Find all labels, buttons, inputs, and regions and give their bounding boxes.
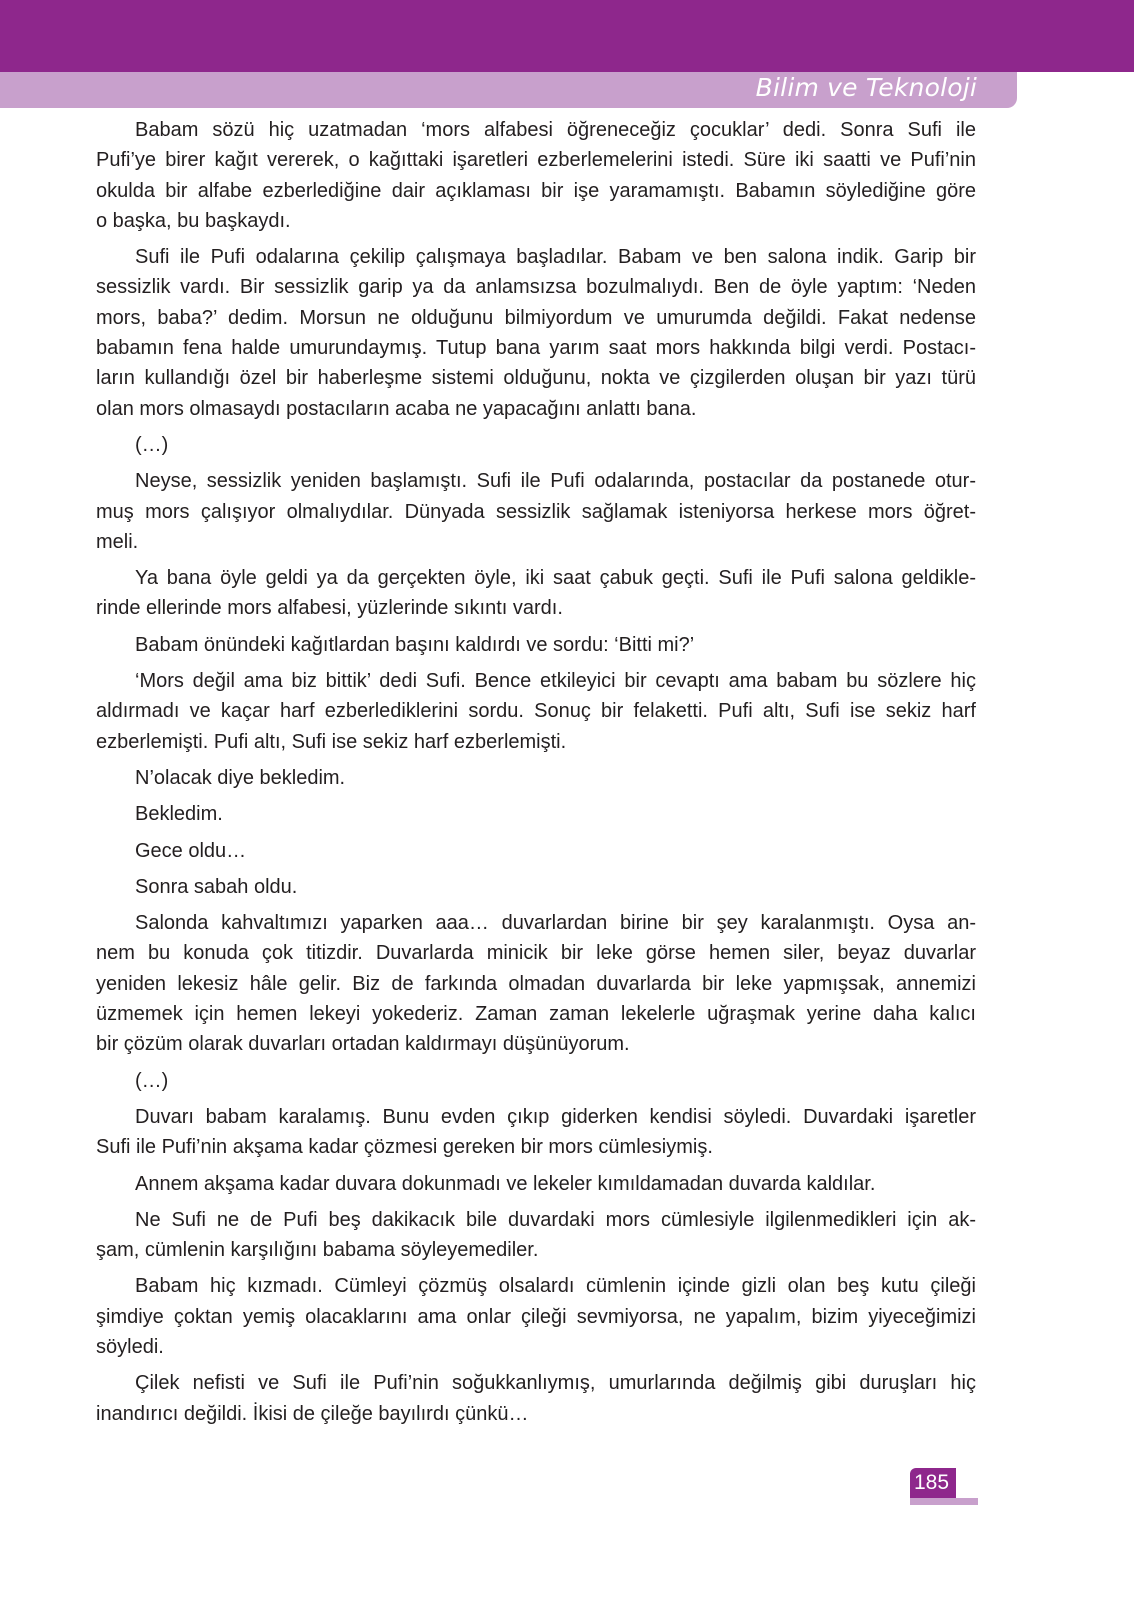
text-line: Sufi ile Pufi odalarına çekilip çalışmaya başladılar. Babam ve ben salona indik. Garip bir xyxy=(135,246,976,269)
paragraph xyxy=(96,115,976,236)
paragraph xyxy=(96,1066,976,1096)
text-line: (…) xyxy=(135,1069,169,1092)
paragraph xyxy=(96,1169,976,1199)
text-line: söyledi. xyxy=(96,1335,164,1358)
text-line: üzmemek için hemen lekeyi yokederiz. Zaman zaman lekelerle uğraşmak yerine daha kalıcı xyxy=(96,1003,976,1026)
text-line: ‘Mors değil ama biz bittik’ dedi Sufi. Bence etkileyici bir cevaptı ama babam bu sözlere hiç xyxy=(135,670,976,693)
paragraph xyxy=(96,908,976,1059)
text-line: Pufi’ye birer kağıt vererek, o kağıttaki işaretleri ezberlemelerini istedi. Süre iki saatti ve Pufi’nin xyxy=(96,149,976,172)
text-line: meli. xyxy=(96,530,139,553)
paragraph xyxy=(96,1271,976,1362)
text-line: Babam sözü hiç uzatmadan ‘mors alfabesi öğreneceğiz çocuklar’ dedi. Sonra Sufi ile xyxy=(135,119,976,141)
paragraph xyxy=(96,666,976,757)
text-line: şam, cümlenin karşılığını babama söyleyemediler. xyxy=(96,1239,539,1262)
page-tab-stripe xyxy=(910,1498,978,1505)
paragraph xyxy=(96,430,976,460)
text-line: sessizlik vardı. Bir sessizlik garip ya da anlamsızsa bozulmalıydı. Ben de öyle yaptım: ‘Neden xyxy=(96,276,976,299)
paragraph xyxy=(96,1205,976,1266)
paragraph xyxy=(96,466,976,557)
text-line: okulda bir alfabe ezberlediğine dair açıklaması bir işe yaramamıştı. Babamın söylediğine göre xyxy=(96,179,976,202)
text-line: Sufi ile Pufi’nin akşama kadar çözmesi gereken bir mors cümlesiymiş. xyxy=(96,1136,713,1159)
text-line: Babam önündeki kağıtlardan başını kaldırdı ve sordu: ‘Bitti mi?’ xyxy=(135,633,695,656)
page-number-badge xyxy=(910,1468,978,1505)
text-line: Annem akşama kadar duvara dokunmadı ve lekeler kımıldamadan duvarda kaldılar. xyxy=(135,1172,876,1195)
text-line: ezberlemişti. Pufi altı, Sufi ise sekiz harf ezberlemişti. xyxy=(96,730,567,753)
paragraph xyxy=(96,1102,976,1163)
section-banner xyxy=(0,72,1017,108)
section-title: Bilim ve Teknoloji xyxy=(755,73,977,102)
text-line: Salonda kahvaltımızı yaparken aaa… duvarlardan birine bir şey karalanmıştı. Oysa an- xyxy=(135,912,976,935)
text-line: Çilek nefisti ve Sufi ile Pufi’nin soğukkanlıymış, umurlarında değilmiş gibi duruşları hiç xyxy=(135,1372,976,1395)
text-line: Ne Sufi ne de Pufi beş dakikacık bile duvardaki mors cümlesiyle ilgilenmedikleri için ak- xyxy=(135,1208,976,1231)
text-line: Sonra sabah oldu. xyxy=(135,875,298,898)
text-line: Babam hiç kızmadı. Cümleyi çözmüş olsalardı cümlenin içinde gizli olan beş kutu çileği xyxy=(135,1275,976,1298)
text-line: Bekledim. xyxy=(135,803,223,826)
header-bar xyxy=(0,0,1134,72)
paragraph xyxy=(96,563,976,624)
paragraph xyxy=(96,836,976,866)
paragraph xyxy=(96,242,976,424)
text-line: bir çözüm olarak duvarları ortadan kaldırmayı düşünüyorum. xyxy=(96,1033,630,1056)
text-line: şimdiye çoktan yemiş olacaklarını ama onlar çileği sevmiyorsa, ne yapalım, bizim yiyeceğimizi xyxy=(96,1305,976,1328)
text-line: aldırmadı ve kaçar harf ezberlediklerini sordu. Sonuç bir felaketti. Pufi altı, Sufi ise sekiz harf xyxy=(96,700,976,723)
text-line: (…) xyxy=(135,433,169,456)
paragraph xyxy=(96,799,976,829)
text-line: ların kullandığı özel bir haberleşme sistemi olduğunu, nokta ve çizgilerden oluşan bir yazı türü xyxy=(96,367,976,390)
text-line: mors, baba?’ dedim. Morsun ne olduğunu bilmiyordum ve umurumda değildi. Fakat nedense xyxy=(96,306,976,329)
text-line: N’olacak diye bekledim. xyxy=(135,766,346,789)
text-line: nem bu konuda çok titizdir. Duvarlarda minicik bir leke görse hemen siler, beyaz duvarlar xyxy=(96,942,976,965)
text-line: Gece oldu… xyxy=(135,839,247,862)
text-line: inandırıcı değildi. İkisi de çileğe bayılırdı çünkü… xyxy=(96,1402,529,1425)
text-line: rinde ellerinde mors alfabesi, yüzlerinde sıkıntı vardı. xyxy=(96,597,563,620)
text-line: Ya bana öyle geldi ya da gerçekten öyle, iki saat çabuk geçti. Sufi ile Pufi salona geldikle- xyxy=(135,567,976,590)
body-text xyxy=(96,115,976,1435)
paragraph xyxy=(96,872,976,902)
text-line: olan mors olmasaydı postacıların acaba ne yapacağını anlattı bana. xyxy=(96,397,697,420)
text-line: Duvarı babam karalamış. Bunu evden çıkıp giderken kendisi söyledi. Duvardaki işaretler xyxy=(135,1105,976,1128)
paragraph xyxy=(96,630,976,660)
page-number: 185 xyxy=(914,1471,950,1494)
paragraph xyxy=(96,1368,976,1429)
text-line: babamın fena halde umurundaymış. Tutup bana yarım saat mors hakkında bilgi verdi. Postacı- xyxy=(96,337,976,360)
text-line: yeniden lekesiz hâle gelir. Biz de farkında olmadan duvarlarda bir leke yapmışsak, annemizi xyxy=(96,972,976,995)
paragraph xyxy=(96,763,976,793)
text-line: Neyse, sessizlik yeniden başlamıştı. Sufi ile Pufi odalarında, postacılar da postanede otur- xyxy=(135,470,976,493)
text-line: o başka, bu başkaydı. xyxy=(96,209,291,232)
text-line: muş mors çalışıyor olmalıydılar. Dünyada sessizlik sağlamak isteniyorsa herkese mors öğret- xyxy=(96,500,976,523)
